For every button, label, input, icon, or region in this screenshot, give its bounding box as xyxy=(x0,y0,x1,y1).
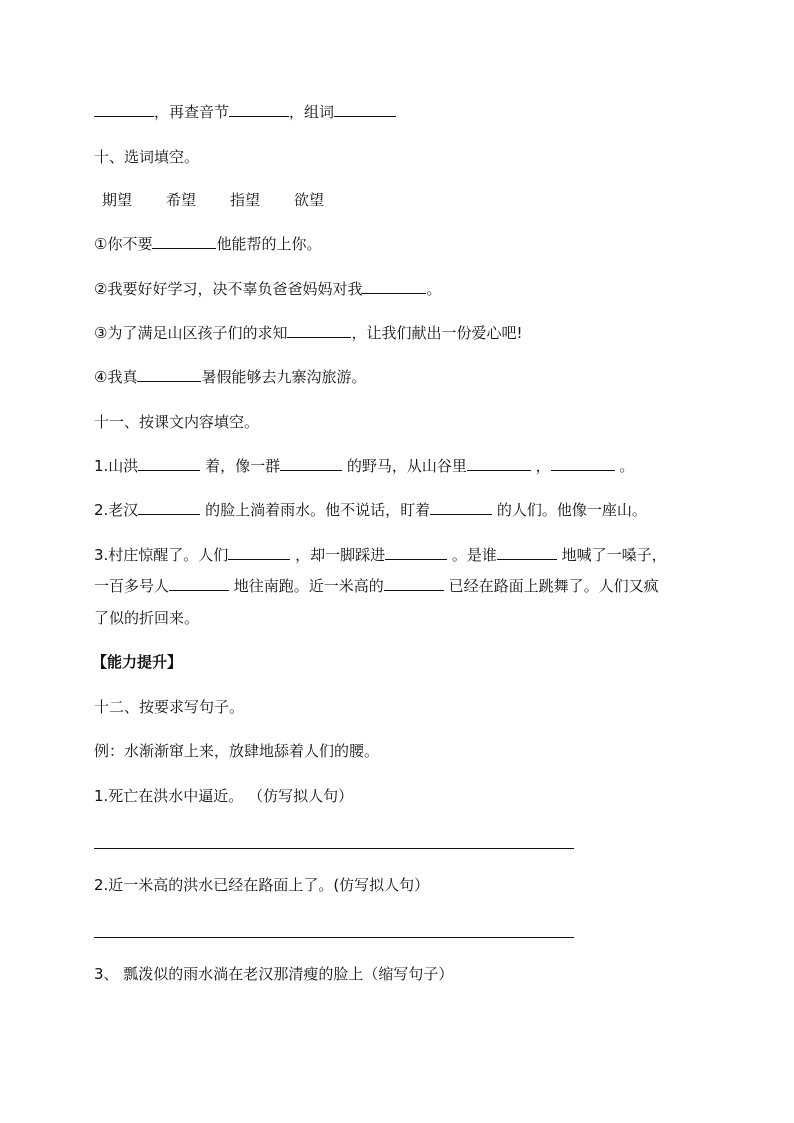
word-option: 希望 xyxy=(166,191,197,209)
text: 地往南跑。近一米高的 xyxy=(229,577,384,595)
q10-title: 十、选词填空。 xyxy=(94,148,200,166)
blank[interactable] xyxy=(228,545,290,560)
blank[interactable] xyxy=(229,102,289,117)
q9-tail-line xyxy=(94,102,396,122)
q12-title: 十二、按要求写句子。 xyxy=(94,698,245,716)
q10-word-bank xyxy=(102,190,324,210)
answer-line-2[interactable] xyxy=(94,937,574,938)
item-text: ③为了满足山区孩子们的求知 xyxy=(94,324,288,342)
blank[interactable] xyxy=(152,234,216,249)
text: 一百多号人 xyxy=(94,577,170,595)
item-text: ④我真 xyxy=(94,368,138,386)
blank[interactable] xyxy=(137,367,201,382)
text: 着，像一群 xyxy=(200,457,281,475)
q9-text-a: ，再查音节 xyxy=(154,103,230,121)
text: 。是谁 xyxy=(447,546,497,564)
q10-item-1 xyxy=(94,234,321,254)
item-text: 暑假能够去九寨沟旅游。 xyxy=(201,368,367,386)
q10-item-4 xyxy=(94,367,366,387)
text: 已经在路面上跳舞了。人们又疯 xyxy=(443,577,659,595)
q11-line-4 xyxy=(94,576,659,596)
answer-line-1[interactable] xyxy=(94,848,574,849)
blank[interactable] xyxy=(334,102,396,117)
blank[interactable] xyxy=(280,456,342,471)
q12-example: 例：水渐渐窜上来，放肆地舔着人们的腰。 xyxy=(94,742,380,760)
blank[interactable] xyxy=(384,576,444,591)
blank[interactable] xyxy=(551,456,615,471)
item-text: ②我要好好学习，决不辜负爸爸妈妈对我 xyxy=(94,280,363,298)
word-option: 欲望 xyxy=(294,191,325,209)
blank[interactable] xyxy=(169,576,229,591)
text: 3.村庄惊醒了。人们 xyxy=(94,546,229,564)
q11-line-5: 了似的折回来。 xyxy=(94,609,200,627)
text: 的人们。他像一座山。 xyxy=(492,501,647,519)
q11-title: 十一、按课文内容填空。 xyxy=(94,413,260,431)
text: 的野马，从山谷里 xyxy=(342,457,467,475)
blank[interactable] xyxy=(287,323,351,338)
q12-sentence-2: 2.近一米高的洪水已经在路面上了。(仿写拟人句） xyxy=(94,876,430,894)
q11-line-3 xyxy=(94,545,667,565)
word-option: 指望 xyxy=(230,191,261,209)
text: 1.山洪 xyxy=(94,457,139,475)
blank[interactable] xyxy=(138,456,200,471)
q9-text-b: ，组词 xyxy=(289,103,335,121)
text: 2.老汉 xyxy=(94,501,139,519)
q10-item-2 xyxy=(94,279,441,299)
item-text: 。 xyxy=(426,280,442,298)
text: 地喊了一嗓子， xyxy=(556,546,667,564)
text: 。 xyxy=(614,457,635,475)
q10-item-3 xyxy=(94,323,522,343)
blank[interactable] xyxy=(385,545,447,560)
word-option: 期望 xyxy=(102,191,133,209)
item-text: ，让我们献出一份爱心吧! xyxy=(351,324,523,342)
blank[interactable] xyxy=(94,102,154,117)
blank[interactable] xyxy=(467,456,531,471)
q12-sentence-3: 3、 瓢泼似的雨水淌在老汉那清瘦的脸上（缩写句子） xyxy=(94,965,454,983)
blank[interactable] xyxy=(430,500,492,515)
text: ， xyxy=(530,457,551,475)
text: ，却一脚踩进 xyxy=(290,546,386,564)
item-text: ①你不要 xyxy=(94,235,153,253)
q11-line-2 xyxy=(94,500,647,520)
q11-line-1 xyxy=(94,456,634,476)
item-text: 他能帮的上你。 xyxy=(216,235,322,253)
blank[interactable] xyxy=(362,279,426,294)
blank[interactable] xyxy=(497,545,557,560)
section-heading: 【能力提升】 xyxy=(92,653,183,671)
q12-sentence-1: 1.死亡在洪水中逼近。 （仿写拟人句） xyxy=(94,787,354,805)
blank[interactable] xyxy=(138,500,200,515)
text: 的脸上淌着雨水。他不说话，盯着 xyxy=(200,501,431,519)
